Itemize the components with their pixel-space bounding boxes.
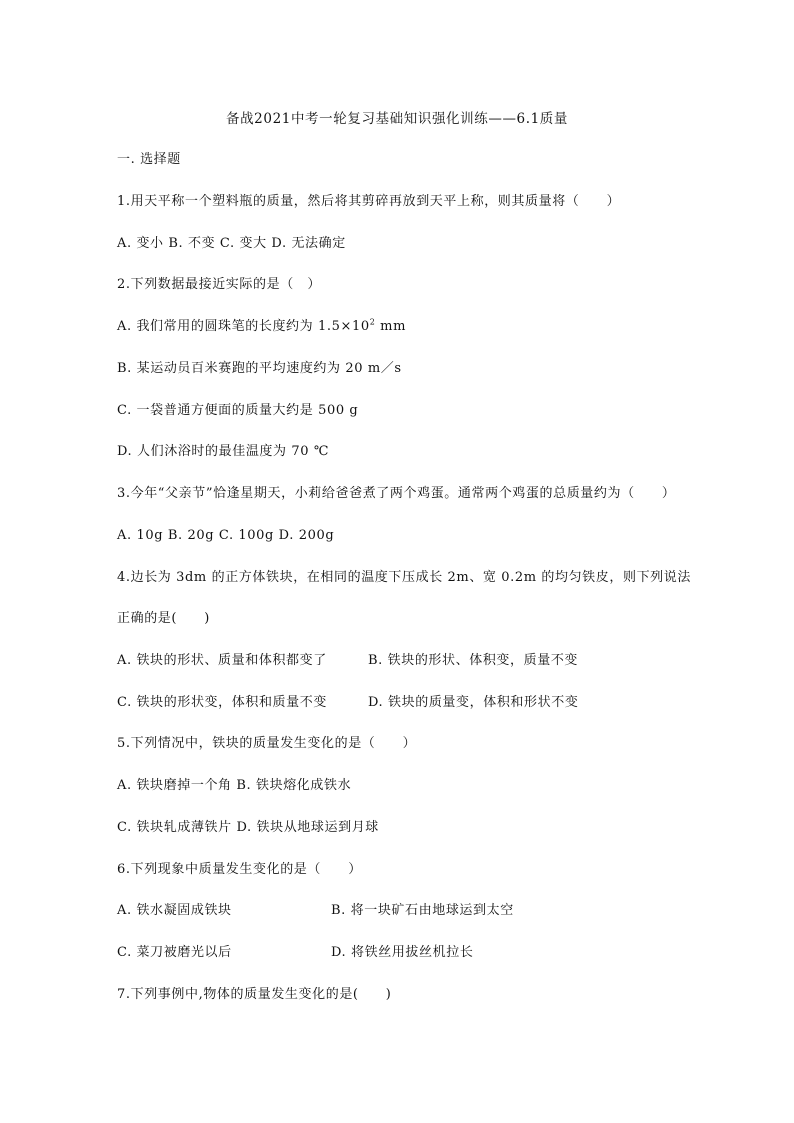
- question-6-stem: 6.下列现象中质量发生变化的是（ ）: [117, 862, 362, 877]
- question-4-option-d: D. 铁块的质量变，体积和形状不变: [368, 695, 579, 710]
- question-4-option-c: C. 铁块的形状变，体积和质量不变: [117, 695, 327, 710]
- question-6-option-d: D. 将铁丝用拔丝机拉长: [331, 945, 474, 960]
- question-6-option-a: A. 铁水凝固成铁块: [117, 903, 232, 918]
- question-4-option-a: A. 铁块的形状、质量和体积都变了: [117, 653, 327, 668]
- question-1-stem: 1.用天平称一个塑料瓶的质量，然后将其剪碎再放到天平上称，则其质量将（ ）: [117, 194, 621, 209]
- question-2-option-d: D. 人们沐浴时的最佳温度为 70 ℃: [117, 444, 329, 459]
- question-4-stem-line1: 4.边长为 3dm 的正方体铁块，在相同的温度下压成长 2m、宽 0.2m 的均匀铁皮，则下列说法: [117, 570, 691, 585]
- question-2-stem: 2.下列数据最接近实际的是（ ）: [117, 277, 322, 292]
- question-7-stem: 7.下列事例中,物体的质量发生变化的是( ): [117, 987, 392, 1002]
- question-1-options: A. 变小 B. 不变 C. 变大 D. 无法确定: [117, 236, 346, 251]
- question-2-option-b: B. 某运动员百米赛跑的平均速度约为 20 m／s: [117, 361, 402, 376]
- option-a-text: A. 我们常用的圆珠笔的长度约为 1.5×10: [117, 319, 370, 334]
- option-a-exponent: 2: [369, 317, 376, 327]
- question-5-options-ab: A. 铁块磨掉一个角 B. 铁块熔化成铁水: [117, 778, 352, 793]
- page-title: 备战2021中考一轮复习基础知识强化训练——6.1质量: [225, 111, 569, 127]
- question-4-stem-line2: 正确的是( ): [117, 611, 210, 626]
- question-2-option-c: C. 一袋普通方便面的质量大约是 500 g: [117, 403, 359, 418]
- question-3-stem: 3.今年“父亲节”恰逢星期天，小莉给爸爸煮了两个鸡蛋。通常两个鸡蛋的总质量约为（ ）: [117, 486, 676, 501]
- option-a-unit: mm: [375, 319, 406, 334]
- question-2-option-a: [117, 319, 406, 335]
- question-6-option-b: B. 将一块矿石由地球运到太空: [331, 903, 514, 918]
- question-3-options: A. 10g B. 20g C. 100g D. 200g: [117, 528, 335, 543]
- question-6-option-c: C. 菜刀被磨光以后: [117, 945, 232, 960]
- section-heading: 一. 选择题: [117, 152, 181, 167]
- question-5-options-cd: C. 铁块轧成薄铁片 D. 铁块从地球运到月球: [117, 820, 379, 835]
- question-4-option-b: B. 铁块的形状、体积变，质量不变: [368, 653, 579, 668]
- question-5-stem: 5.下列情况中，铁块的质量发生变化的是（ ）: [117, 736, 417, 751]
